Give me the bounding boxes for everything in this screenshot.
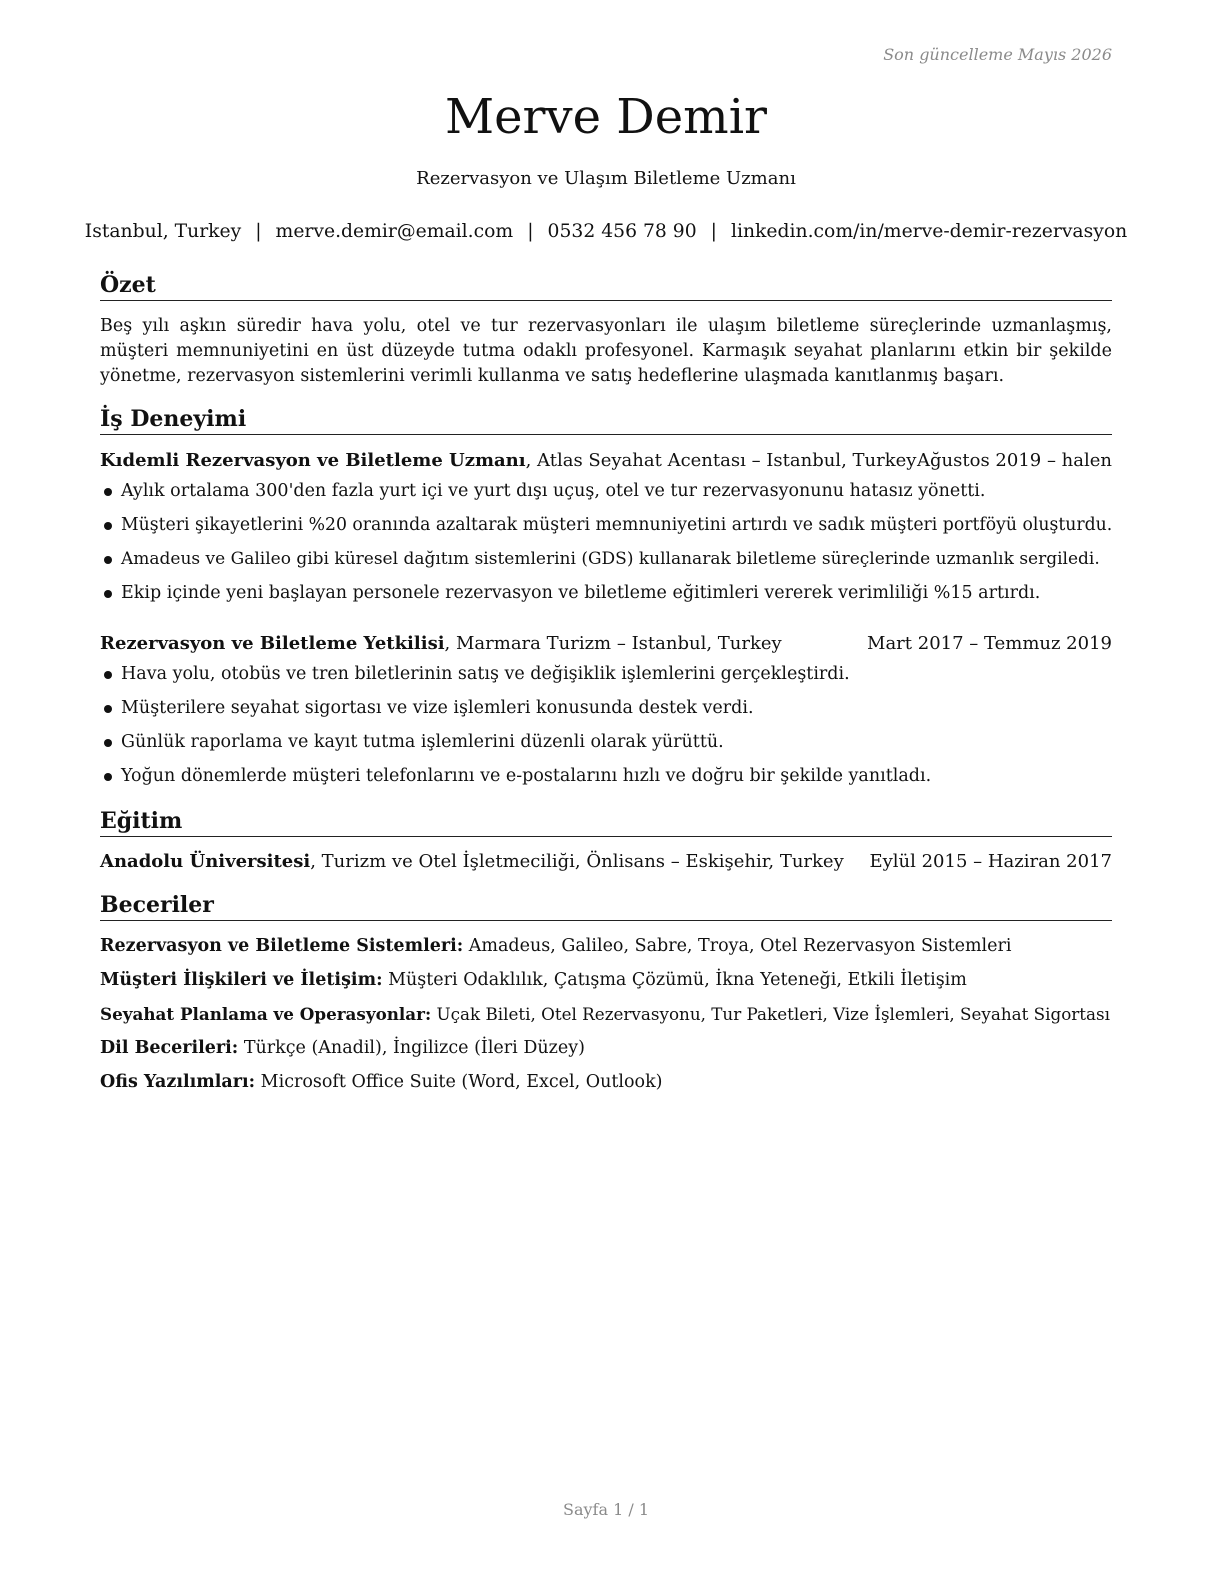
candidate-title: Rezervasyon ve Ulaşım Biletleme Uzmanı	[416, 168, 796, 189]
section-title-education: Eğitim	[100, 806, 1112, 837]
candidate-name: Merve Demir	[445, 89, 767, 145]
contact-linkedin-link[interactable]: linkedin.com/in/merve-demir-rezervasyon	[730, 221, 1128, 242]
bullet-text: Müşterilere seyahat sigortası ve vize işlemleri konusunda destek verdi.	[121, 698, 754, 718]
contact-email[interactable]: merve.demir@email.com	[275, 221, 514, 242]
job-header	[100, 448, 1112, 474]
list-item	[100, 546, 1112, 580]
job-role: Kıdemli Rezervasyon ve Biletleme Uzmanı	[100, 450, 526, 471]
list-item	[100, 512, 1112, 546]
job-company: , Atlas Seyahat Acentası – Istanbul, Turkey	[525, 450, 917, 471]
section-title-summary: Özet	[100, 270, 1112, 301]
bullet-text: Yoğun dönemlerde müşteri telefonlarını ve e-postalarını hızlı ve doğru bir şekilde yanıtladı.	[121, 766, 932, 786]
job-role: Rezervasyon ve Biletleme Yetkilisi	[100, 633, 445, 654]
list-item	[100, 695, 1112, 729]
skill-value: Müşteri Odaklılık, Çatışma Çözümü, İkna Yeteneği, Etkili İletişim	[382, 970, 967, 990]
page-number-footer: Sayfa 1 / 1	[562, 1500, 649, 1519]
contact-separator: |	[710, 221, 717, 242]
contact-line	[80, 219, 1132, 245]
bullet-text: Günlük raporlama ve kayıt tutma işlemlerini düzenli olarak yürüttü.	[121, 732, 724, 752]
job-bullet-list	[100, 478, 1112, 614]
education-school-details	[100, 849, 844, 875]
bullet-icon	[104, 739, 112, 747]
bullet-text: Aylık ortalama 300'den fazla yurt içi ve yurt dışı uçuş, otel ve tur rezervasyonunu hatasız yönetti.	[121, 481, 986, 501]
list-item	[100, 729, 1112, 763]
education-dates: Eylül 2015 – Haziran 2017	[869, 851, 1112, 872]
education-details: , Turizm ve Otel İşletmeciliği, Önlisans – Eskişehir, Turkey	[310, 851, 844, 872]
job-header	[100, 631, 1112, 657]
bullet-icon	[104, 556, 112, 564]
job-dates: Ağustos 2019 – halen	[917, 450, 1112, 471]
contact-phone[interactable]: 0532 456 78 90	[547, 221, 697, 242]
skill-label: Müşteri İlişkileri ve İletişim:	[100, 970, 383, 990]
last-updated-note: Son güncelleme Mayıs 2026	[883, 45, 1112, 64]
contact-separator: |	[255, 221, 262, 242]
skill-row	[100, 1035, 1112, 1069]
skill-value: Uçak Bileti, Otel Rezervasyonu, Tur Paketleri, Vize İşlemleri, Seyahat Sigortası	[431, 1004, 1110, 1024]
bullet-icon	[104, 773, 112, 781]
bullet-text: Ekip içinde yeni başlayan personele rezervasyon ve biletleme eğitimleri vererek verimliliği %15 artırdı.	[121, 583, 1041, 603]
skill-row	[100, 933, 1112, 967]
skill-label: Ofis Yazılımları:	[100, 1072, 256, 1092]
skills-list	[100, 933, 1112, 1103]
education-entry	[100, 849, 1112, 875]
job-company: , Marmara Turizm – Istanbul, Turkey	[444, 633, 782, 654]
skill-value: Amadeus, Galileo, Sabre, Troya, Otel Rezervasyon Sistemleri	[463, 936, 1012, 956]
education-school: Anadolu Üniversitesi	[100, 851, 311, 872]
list-item	[100, 661, 1112, 695]
contact-separator: |	[527, 221, 534, 242]
bullet-text: Müşteri şikayetlerini %20 oranında azaltarak müşteri memnuniyetini artırdı ve sadık müşteri portföyü oluşturdu.	[121, 515, 1113, 535]
list-item	[100, 580, 1112, 614]
bullet-text: Amadeus ve Galileo gibi küresel dağıtım sistemlerini (GDS) kullanarak biletleme süreçlerinde uzmanlık sergiledi.	[121, 549, 1100, 569]
skill-label: Seyahat Planlama ve Operasyonlar:	[100, 1004, 432, 1024]
job-dates: Mart 2017 – Temmuz 2019	[867, 633, 1112, 654]
job-role-company	[100, 631, 782, 657]
skill-value: Microsoft Office Suite (Word, Excel, Outlook)	[255, 1072, 663, 1092]
skill-value: Türkçe (Anadil), İngilizce (İleri Düzey)	[238, 1038, 585, 1058]
bullet-icon	[104, 671, 112, 679]
section-title-experience: İş Deneyimi	[100, 404, 1112, 435]
skill-label: Dil Becerileri:	[100, 1038, 239, 1058]
skill-row	[100, 967, 1112, 1001]
section-title-skills: Beceriler	[100, 890, 1112, 921]
list-item	[100, 763, 1112, 797]
bullet-icon	[104, 590, 112, 598]
bullet-icon	[104, 522, 112, 530]
bullet-icon	[104, 705, 112, 713]
skill-row	[100, 1001, 1112, 1035]
skill-label: Rezervasyon ve Biletleme Sistemleri:	[100, 936, 464, 956]
skill-row	[100, 1069, 1112, 1103]
bullet-icon	[104, 488, 112, 496]
list-item	[100, 478, 1112, 512]
job-role-company	[100, 448, 916, 474]
bullet-text: Hava yolu, otobüs ve tren biletlerinin satış ve değişiklik işlemlerini gerçekleştirdi.	[121, 664, 850, 684]
summary-text: Beş yılı aşkın süredir hava yolu, otel ve tur rezervasyonları ile ulaşım biletleme süreçlerinde uzmanlaşmış, müşteri memnuniyetini en üst düzeyde tutma odaklı profesyonel. Karmaşık seyahat planlarını etkin bir şekilde yönetme, rezervasyon sistemlerini verimli kullanma ve satış hedeflerine ulaşmada kanıtlanmış başarı.	[100, 316, 1112, 386]
job-bullet-list	[100, 661, 1112, 797]
contact-location: Istanbul, Turkey	[84, 221, 242, 242]
